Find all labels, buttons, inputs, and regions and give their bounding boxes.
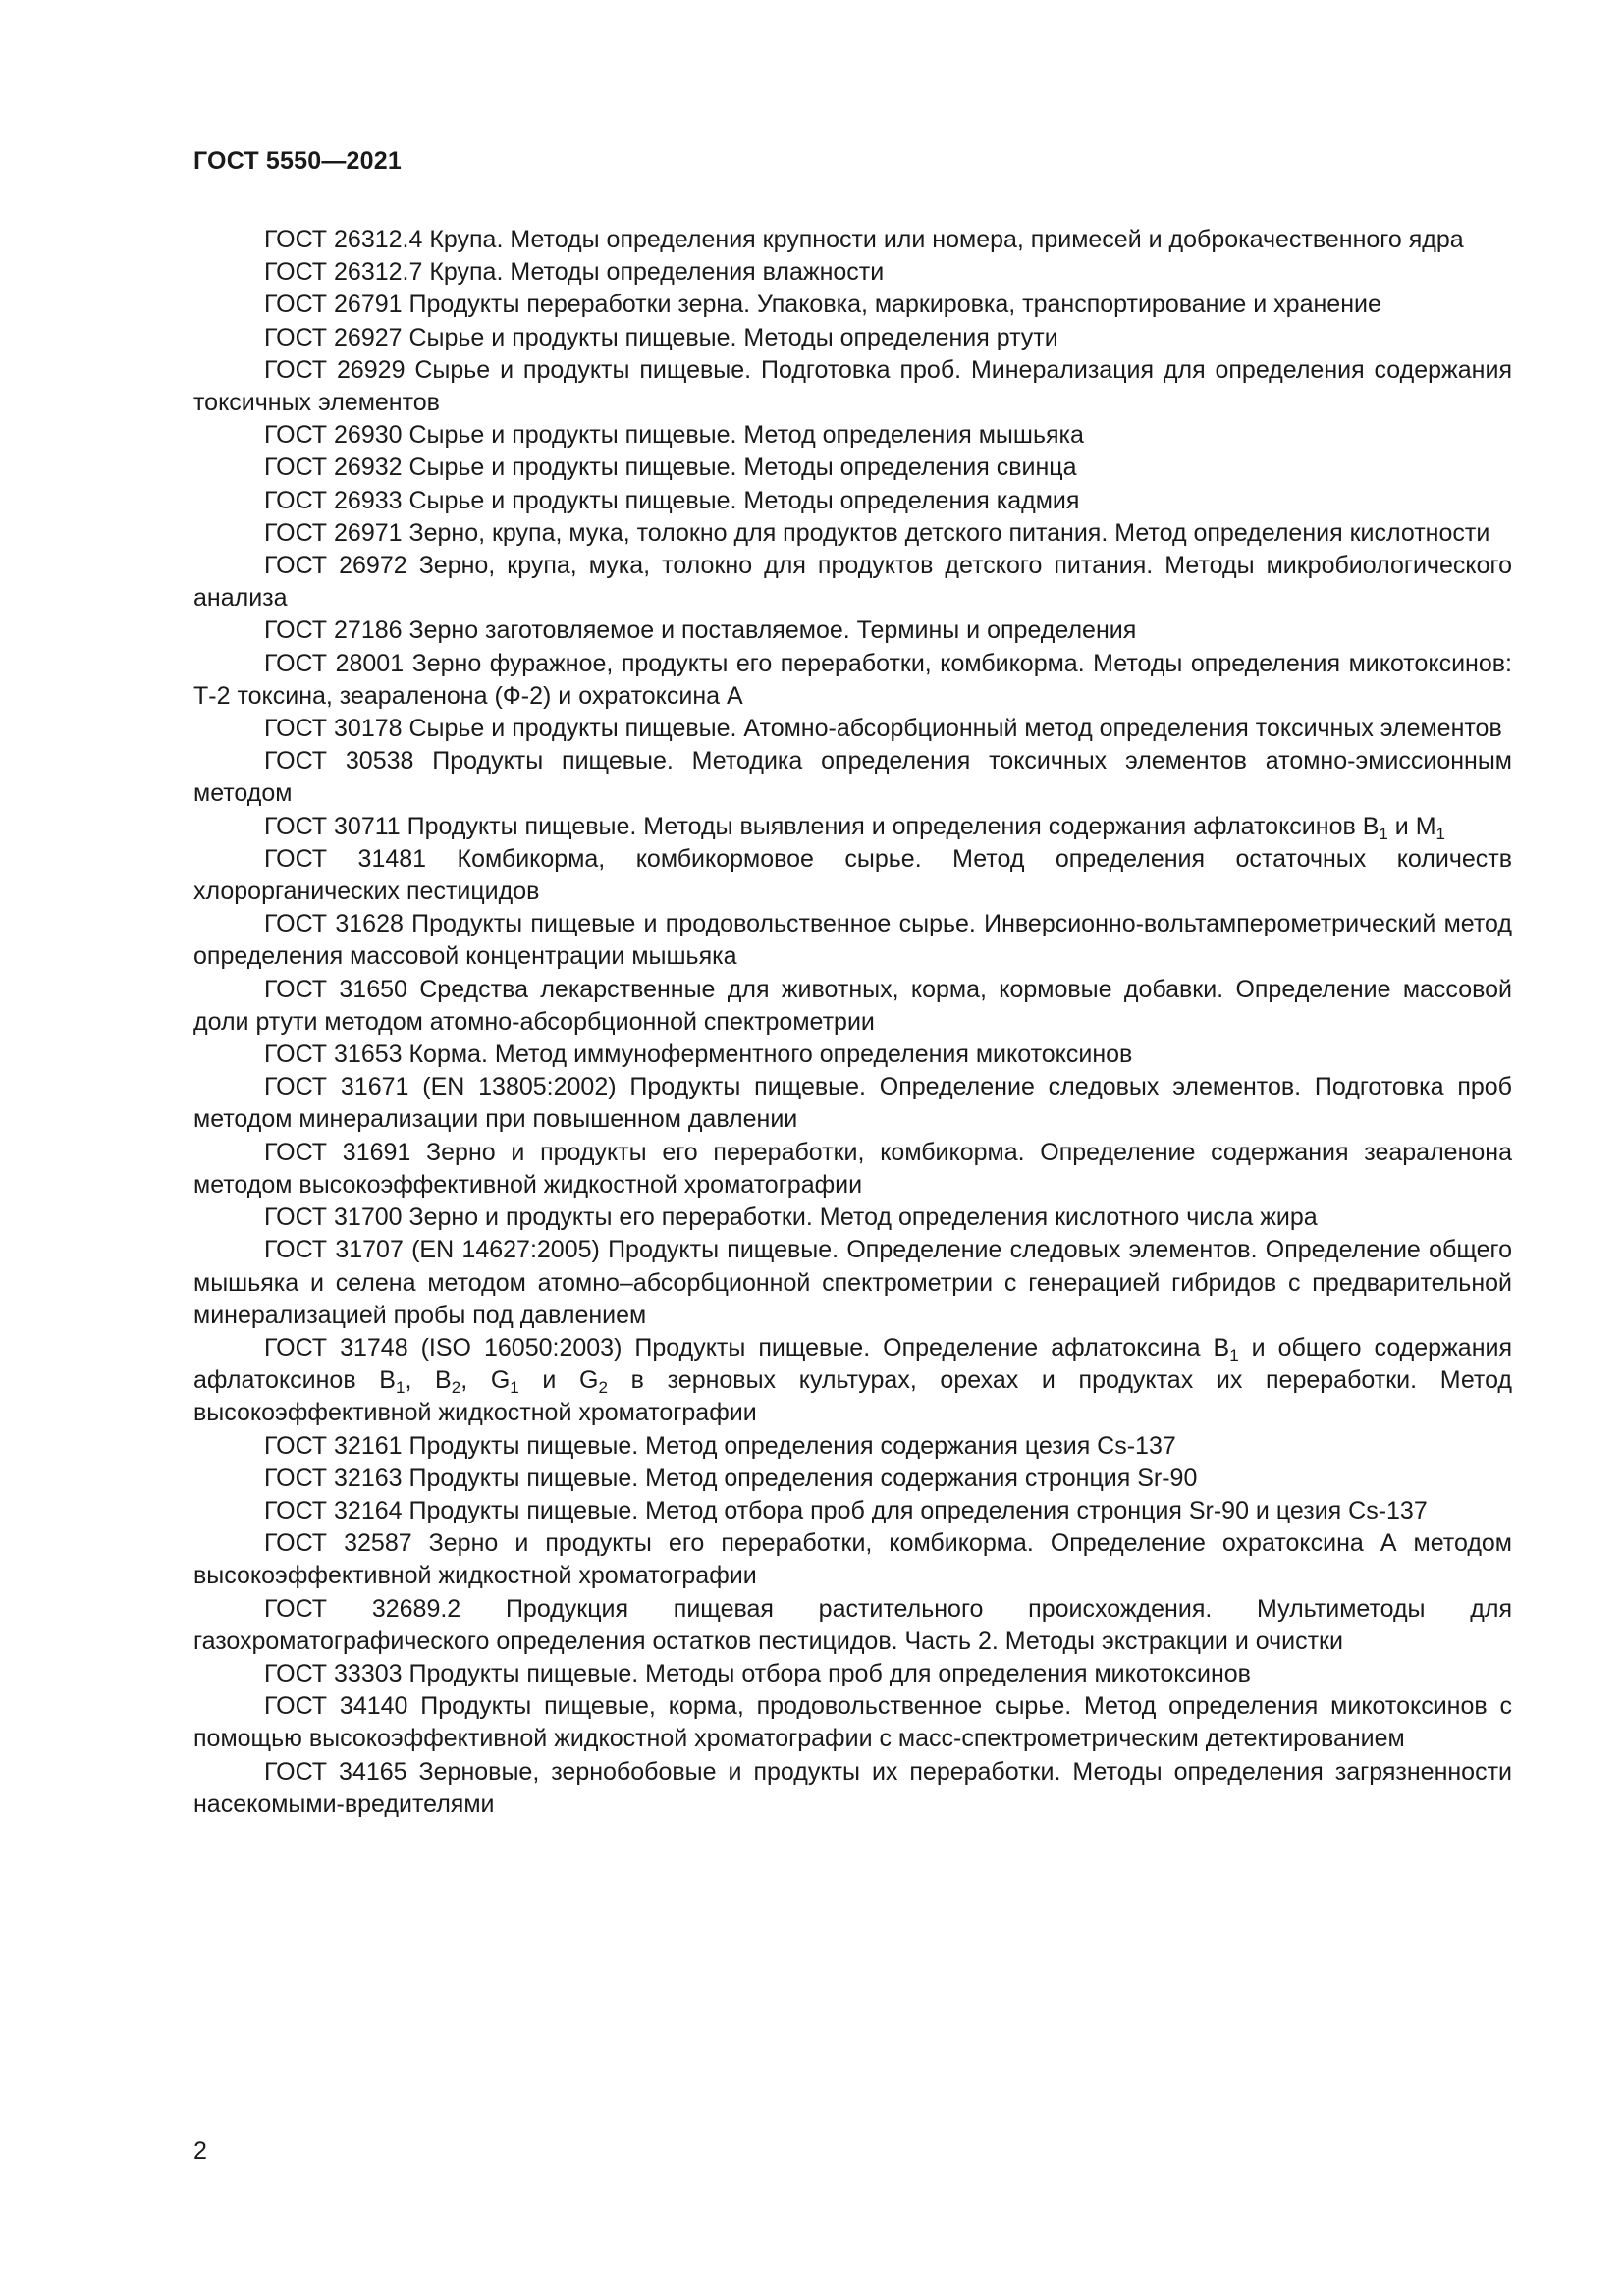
reference-entry: ГОСТ 30711 Продукты пищевые. Методы выявления и определения содержания афлатоксинов $B_1$ и $M_1$ [264,812,1446,843]
reference-entry: ГОСТ 31650 Средства лекарственные для животных, корма, кормовые добавки. Определение массовой доли ртути методом атомно-абсорбционной спектрометрии [193,975,1512,1036]
reference-entry: ГОСТ 31691 Зерно и продукты его переработки, комбикорма. Определение содержания зеараленона методом высокоэффективной жидкостной хроматографии [193,1138,1512,1199]
reference-entry: ГОСТ 26312.4 Крупа. Методы определения крупности или номера, примесей и доброкачественного ядра [264,226,1464,253]
page-number: 2 [193,2137,207,2164]
reference-entry: ГОСТ 32163 Продукты пищевые. Метод определения содержания стронция Sr-90 [264,1464,1198,1492]
reference-entry: ГОСТ 31700 Зерно и продукты его переработки. Метод определения кислотного числа жира [264,1203,1318,1232]
reference-entry: ГОСТ 28001 Зерно фуражное, продукты его переработки, комбикорма. Методы определения микотоксинов: Т-2 токсина, зеараленона (Ф-2) и охратоксина А [193,649,1512,710]
reference-entry: ГОСТ 32161 Продукты пищевые. Метод определения содержания цезия Cs-137 [264,1431,1176,1460]
reference-entry: ГОСТ 30178 Сырье и продукты пищевые. Атомно-абсорбционный метод определения токсичных элементов [264,715,1502,743]
document-header: ГОСТ 5550—2021 [193,147,402,175]
reference-entry: ГОСТ 32689.2 Продукция пищевая растительного происхождения. Мультиметоды для газохроматографического определения остатков пестицидов. Часть 2. Методы экстракции и очистки [193,1594,1512,1655]
reference-entry: ГОСТ 32164 Продукты пищевые. Метод отбора проб для определения стронция Sr-90 и цезия Cs-137 [264,1496,1428,1524]
reference-entry: ГОСТ 31748 (ISO 16050:2003) Продукты пищевые. Определение афлатоксина $B_1$ и общего содержания афлатоксинов $B_1$, $B_2$, $G_1$ и $G_2$ в зерновых культурах, орехах и продуктах их переработки. Метод высокоэффективной жидкостной хроматографии [193,1333,1513,1427]
reference-entry: ГОСТ 26930 Сырье и продукты пищевые. Метод определения мышьяка [264,421,1084,450]
reference-entry: ГОСТ 31707 (EN 14627:2005) Продукты пищевые. Определение следовых элементов. Определение общего мышьяка и селена методом атомно–абсорбционной спектрометрии с генерацией гибридов с предварительной минерализацией пробы под давлением [193,1236,1512,1329]
reference-entry: ГОСТ 32587 Зерно и продукты его переработки, комбикорма. Определение охратоксина А методом высокоэффективной жидкостной хроматографии [193,1529,1512,1590]
reference-entry: ГОСТ 26791 Продукты переработки зерна. Упаковка, маркировка, транспортирование и хранение [264,291,1381,319]
reference-entry: ГОСТ 34140 Продукты пищевые, корма, продовольственное сырье. Метод определения микотоксинов с помощью высокоэффективной жидкостной хроматографии с масс-спектрометрическим детектированием [193,1692,1512,1753]
reference-entry: ГОСТ 33303 Продукты пищевые. Методы отбора проб для определения микотоксинов [264,1659,1251,1687]
normative-references-list [193,224,1512,1821]
reference-entry: ГОСТ 26932 Сырье и продукты пищевые. Методы определения свинца [264,454,1077,482]
reference-entry: ГОСТ 31671 (EN 13805:2002) Продукты пищевые. Определение следовых элементов. Подготовка проб методом минерализации при повышенном давлении [193,1073,1512,1134]
reference-entry: ГОСТ 31481 Комбикорма, комбикормовое сырье. Метод определения остаточных количеств хлорорганических пестицидов [193,844,1512,906]
reference-entry: ГОСТ 26972 Зерно, крупа, мука, толокно для продуктов детского питания. Методы микробиологического анализа [193,552,1512,613]
reference-entry: ГОСТ 27186 Зерно заготовляемое и поставляемое. Термины и определения [264,616,1137,645]
reference-entry: ГОСТ 26933 Сырье и продукты пищевые. Методы определения кадмия [264,486,1080,514]
reference-entry: ГОСТ 31653 Корма. Метод иммуноферментного определения микотоксинов [264,1041,1133,1069]
reference-entry: ГОСТ 31628 Продукты пищевые и продовольственное сырье. Инверсионно-вольтамперометрический метод определения массовой концентрации мышьяка [193,910,1512,971]
reference-entry: ГОСТ 30538 Продукты пищевые. Методика определения токсичных элементов атомно-эмиссионным методом [193,747,1512,808]
reference-entry: ГОСТ 26971 Зерно, крупа, мука, толокно для продуктов детского питания. Метод определения кислотности [264,518,1490,547]
reference-entry: ГОСТ 34165 Зерновые, зернобобовые и продукты их переработки. Методы определения загрязненности насекомыми-вредителями [193,1757,1512,1818]
reference-entry: ГОСТ 26927 Сырье и продукты пищевые. Методы определения ртути [264,323,1058,351]
reference-entry: ГОСТ 26312.7 Крупа. Методы определения влажности [264,258,885,287]
reference-entry: ГОСТ 26929 Сырье и продукты пищевые. Подготовка проб. Минерализация для определения содержания токсичных элементов [193,355,1512,417]
